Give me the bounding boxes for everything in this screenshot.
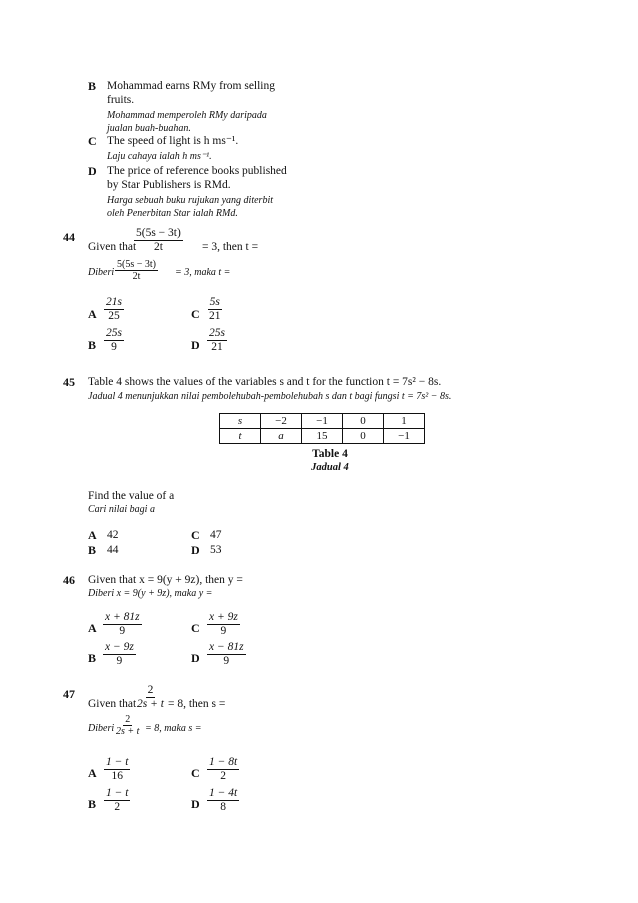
question-text-en: Given that [88, 241, 137, 253]
values-table [219, 413, 425, 444]
fraction-numerator: 25s [209, 327, 225, 339]
question-text-ms: Diberi [88, 723, 115, 734]
fraction-denominator: 2t [153, 241, 163, 253]
option-label: B [88, 797, 97, 811]
option-label: C [191, 528, 200, 542]
table-row [220, 429, 425, 444]
option-text-en: Mohammad earns RMy from selling [107, 80, 276, 92]
option-value: 53 [210, 544, 222, 556]
fraction-denominator: 9 [111, 341, 117, 353]
option-fraction [207, 756, 239, 783]
fraction-numerator: x + 9z [209, 611, 238, 623]
option-fraction [207, 296, 223, 323]
option-label: A [88, 528, 97, 542]
option-text-ms: Mohammad memperoleh RMy daripada [107, 110, 267, 121]
option-label: B [88, 338, 97, 352]
option-label: B [88, 79, 97, 93]
fraction-denominator: 2s + t [137, 698, 164, 710]
option-label: A [88, 621, 97, 635]
question-number: 45 [63, 375, 75, 389]
question-text-ms: = 3, maka t = [175, 267, 231, 278]
option-label: D [191, 797, 200, 811]
table-cell: s [220, 414, 261, 429]
option-label: A [88, 307, 97, 321]
table-cell: a [261, 429, 302, 444]
option-fraction [104, 756, 130, 783]
fraction-denominator: 25 [108, 310, 120, 322]
question-fraction [114, 714, 141, 737]
fraction-numerator: 5s [209, 296, 220, 308]
question-text-en: Find the value of a [88, 490, 175, 502]
option-fraction [104, 296, 124, 323]
fraction-numerator: x − 9z [105, 641, 134, 653]
option-fraction [104, 787, 130, 814]
fraction-denominator: 21 [209, 310, 221, 322]
option-label: D [191, 338, 200, 352]
question-text-ms: Diberi x = 9(y + 9z), maka y = [88, 588, 213, 599]
option-label: C [191, 621, 200, 635]
table-cell: −2 [261, 414, 302, 429]
table-cell: 1 [384, 414, 425, 429]
option-label: A [88, 766, 97, 780]
table-caption-ms: Jadual 4 [311, 462, 349, 473]
fraction-denominator: 9 [119, 625, 126, 637]
fraction-numerator: 1 − t [106, 756, 129, 768]
fraction-numerator: 1 − t [106, 787, 129, 799]
table-cell: t [220, 429, 261, 444]
question-number: 47 [63, 687, 75, 701]
table-cell: −1 [302, 414, 343, 429]
question-text-ms: Diberi [88, 267, 115, 278]
fraction-denominator: 9 [223, 655, 230, 667]
fraction-denominator: 9 [220, 625, 227, 637]
fraction-numerator: 2 [125, 714, 131, 725]
fraction-denominator: 2 [114, 801, 121, 813]
option-value: 42 [107, 529, 119, 541]
table-cell: 0 [343, 414, 384, 429]
table-cell: −1 [384, 429, 425, 444]
question-number: 46 [63, 573, 75, 587]
table-cell: 15 [302, 429, 343, 444]
option-label: D [88, 164, 97, 178]
fraction-numerator: 1 − 8t [209, 756, 238, 768]
option-fraction [207, 611, 240, 638]
option-label: C [88, 134, 97, 148]
option-label: C [191, 307, 200, 321]
question-text-en: = 8, then s = [168, 698, 226, 710]
option-fraction [207, 641, 246, 668]
option-text-ms: oleh Penerbitan Star ialah RMd. [107, 208, 238, 219]
option-text-en: fruits. [107, 94, 135, 106]
fraction-numerator: 2 [147, 684, 154, 696]
question-text-en: Given that [88, 698, 137, 710]
option-fraction [207, 787, 239, 814]
option-text-en: The price of reference books published [107, 165, 287, 177]
option-text-en: by Star Publishers is RMd. [107, 179, 231, 191]
fraction-numerator: 5(5s − 3t) [136, 227, 181, 239]
option-text-ms: Harga sebuah buku rujukan yang diterbit [107, 195, 274, 206]
question-number: 44 [63, 230, 75, 244]
option-fraction [103, 641, 136, 668]
fraction-numerator: 25s [106, 327, 122, 339]
option-value: 47 [210, 529, 222, 541]
option-text-ms: Laju cahaya ialah h ms⁻¹. [107, 151, 212, 162]
option-fraction [104, 327, 124, 354]
option-label: D [191, 543, 200, 557]
fraction-denominator: 2t [132, 271, 141, 282]
option-text-en: The speed of light is h ms⁻¹. [107, 135, 239, 147]
table-caption-en: Table 4 [312, 448, 348, 460]
table-row [220, 414, 425, 429]
question-text-ms: Cari nilai bagi a [88, 504, 155, 515]
question-text-en: Given that x = 9(y + 9z), then y = [88, 574, 243, 586]
fraction-numerator: 5(5s − 3t) [117, 259, 156, 270]
option-label: B [88, 651, 97, 665]
fraction-denominator: 9 [116, 655, 123, 667]
option-fraction [207, 327, 227, 354]
question-text-en: Table 4 shows the values of the variables s and t for the function t = 7s² − 8s. [88, 376, 442, 388]
question-fraction [135, 684, 166, 711]
fraction-denominator: 2s + t [116, 726, 140, 737]
option-label: D [191, 651, 200, 665]
question-fraction [134, 227, 183, 254]
option-value: 44 [107, 544, 119, 556]
option-fraction [103, 611, 142, 638]
fraction-denominator: 16 [111, 770, 123, 782]
fraction-numerator: 21s [106, 296, 122, 308]
fraction-denominator: 8 [220, 801, 226, 813]
table-cell: 0 [343, 429, 384, 444]
question-text-ms: Jadual 4 menunjukkan nilai pembolehubah-pembolehubah s dan t bagi fungsi t = 7s² − 8s. [88, 391, 452, 402]
fraction-denominator: 21 [211, 341, 223, 353]
question-fraction [115, 259, 158, 282]
question-text-en: = 3, then t = [202, 241, 259, 253]
fraction-numerator: x − 81z [209, 641, 244, 653]
fraction-numerator: x + 81z [105, 611, 140, 623]
option-text-ms: jualan buah-buahan. [107, 123, 191, 134]
question-text-ms: = 8, maka s = [145, 723, 202, 734]
fraction-numerator: 1 − 4t [209, 787, 238, 799]
option-label: B [88, 543, 97, 557]
fraction-denominator: 2 [220, 770, 226, 782]
option-label: C [191, 766, 200, 780]
